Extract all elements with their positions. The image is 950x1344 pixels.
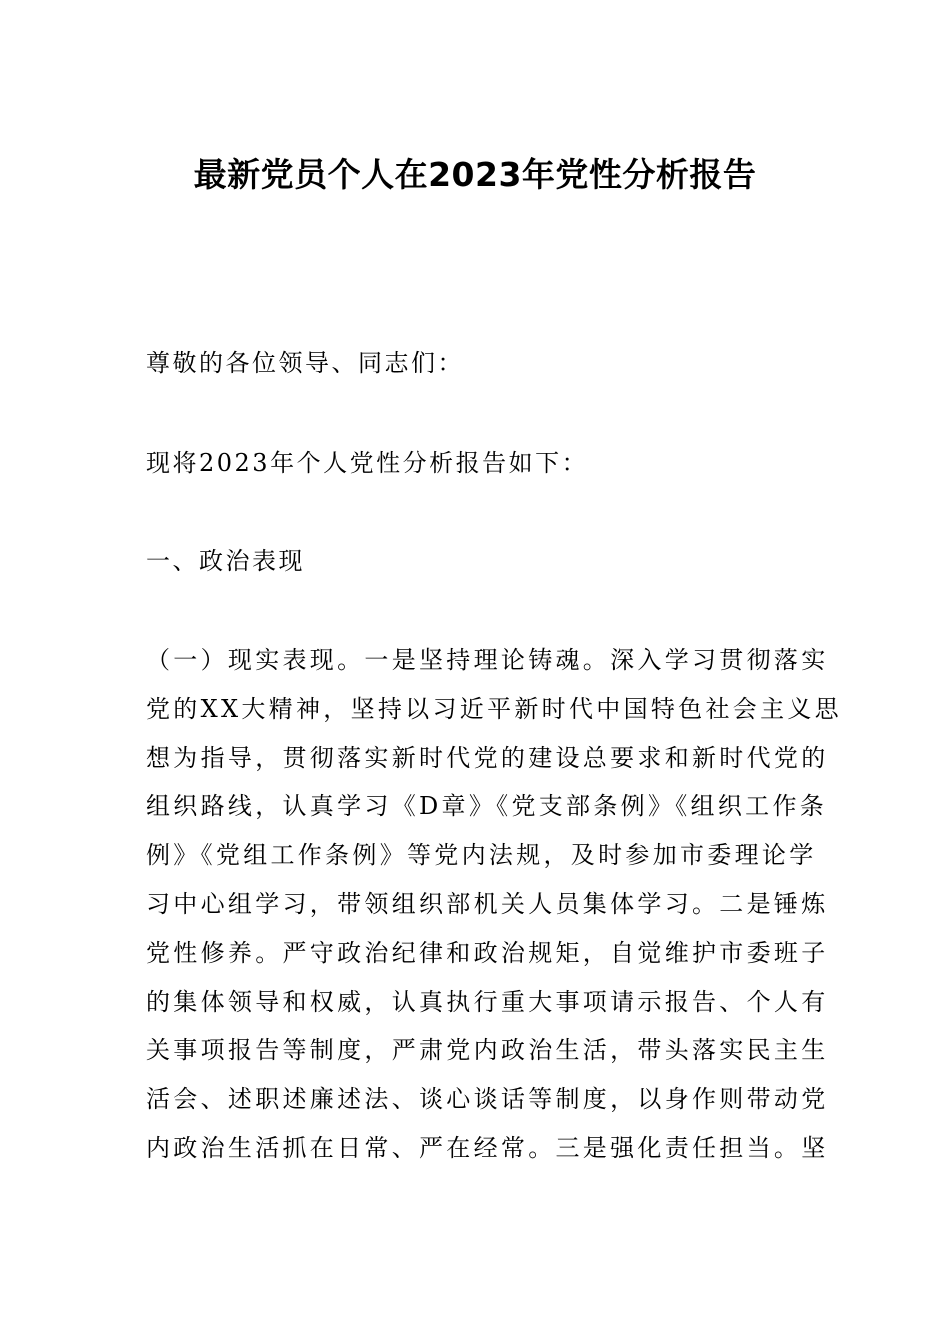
paragraph-line: 党的XX大精神，坚持以习近平新时代中国特色社会主义思	[146, 694, 842, 723]
paragraph-line: 组织路线，认真学习《D章》《党支部条例》《组织工作条	[146, 792, 828, 821]
paragraph-line: 活会、述职述廉述法、谈心谈话等制度，以身作则带动党	[146, 1085, 829, 1114]
body-paragraph	[146, 643, 842, 1180]
paragraph-line: 例》《党组工作条例》等党内法规，及时参加市委理论学	[146, 841, 817, 870]
paragraph-line: 党性修养。严守政治纪律和政治规矩，自觉维护市委班子	[146, 938, 829, 967]
intro-sentence: 现将2023年个人党性分析报告如下：	[146, 449, 589, 477]
paragraph-line: 的集体领导和权威，认真执行重大事项请示报告、个人有	[146, 987, 829, 1016]
paragraph-line: （一）现实表现。一是坚持理论铸魂。深入学习贯彻落实	[146, 646, 829, 674]
paragraph-line: 关事项报告等制度，严肃党内政治生活，带头落实民主生	[146, 1036, 829, 1065]
paragraph-line: 想为指导，贯彻落实新时代党的建设总要求和新时代党的	[146, 743, 829, 772]
section-heading: 一、政治表现	[146, 547, 305, 575]
paragraph-line: 习中心组学习，带领组织部机关人员集体学习。二是锤炼	[146, 889, 829, 918]
document-title: 最新党员个人在2023年党性分析报告	[193, 155, 757, 194]
salutation: 尊敬的各位领导、同志们：	[146, 349, 464, 377]
paragraph-line: 内政治生活抓在日常、严在经常。三是强化责任担当。坚	[146, 1133, 829, 1162]
